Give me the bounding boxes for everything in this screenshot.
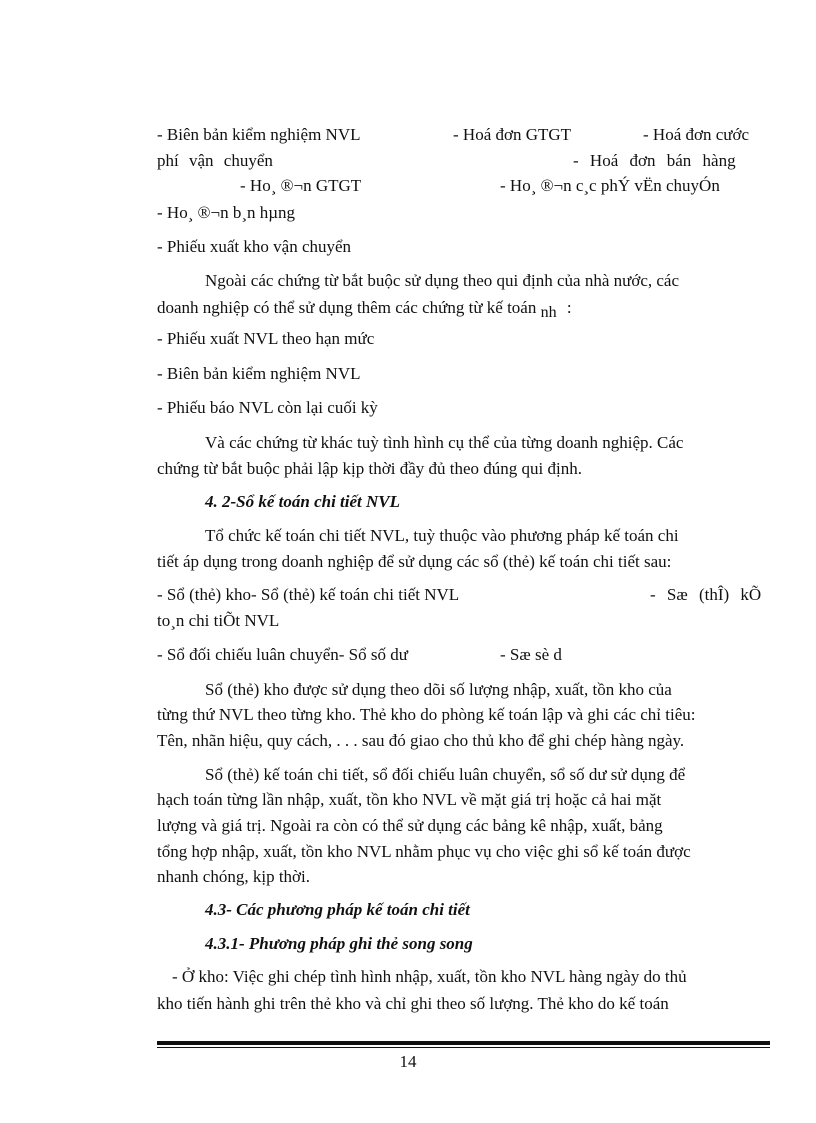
section-heading: 4. 2-Sổ kế toán chi tiết NVL: [205, 492, 401, 511]
text-line: - Ho¸ ®¬n b¸n hµng: [157, 203, 296, 222]
text-line: - Sổ đối chiếu luân chuyển- Sổ số dư: [157, 645, 408, 664]
text-line: - Sæ sè d: [500, 645, 562, 664]
paragraph-line: Tổ chức kế toán chi tiết NVL, tuỳ thuộc vào phương pháp kế toán chi: [205, 526, 679, 545]
paragraph-line: nhanh chóng, kịp thời.: [157, 867, 310, 886]
text-line: - Phiếu báo NVL còn lại cuối kỳ: [157, 398, 378, 417]
paragraph-line: tổng hợp nhập, xuất, tồn kho NVL nhằm phục vụ cho việc ghi sổ kế toán được: [157, 842, 691, 861]
text-line: phí vận chuyển: [157, 151, 273, 170]
subscript-text: nh: [540, 304, 557, 321]
paragraph-line: hạch toán từng lần nhập, xuất, tồn kho NVL về mặt giá trị hoặc cả hai mặt: [157, 790, 662, 809]
paragraph-line: từng thứ NVL theo từng kho. Thẻ kho do phòng kế toán lập và ghi các chỉ tiêu:: [157, 705, 696, 724]
footer-rule: [157, 1041, 770, 1045]
text-line: - Biên bản kiểm nghiệm NVL: [157, 125, 361, 144]
text-line: to¸n chi tiÕt NVL: [157, 611, 280, 630]
section-heading: 4.3.1- Phương pháp ghi thẻ song song: [205, 934, 473, 953]
text-line: - Hoá đơn cước: [643, 125, 750, 144]
text-line: - Sổ (thẻ) kho- Sổ (thẻ) kế toán chi tiết NVL: [157, 585, 460, 604]
text-line: - Sæ (thÎ) kÕ: [650, 585, 762, 604]
text-line: - Biên bản kiểm nghiệm NVL: [157, 364, 361, 383]
paragraph-line: - Ở kho: Việc ghi chép tình hình nhập, xuất, tồn kho NVL hàng ngày do thủ: [172, 967, 687, 986]
paragraph-line: chứng từ bắt buộc phải lập kịp thời đầy đủ theo đúng qui định.: [157, 459, 582, 478]
paragraph-line: [157, 298, 572, 319]
text-line: - Ho¸ ®¬n c¸c phÝ vËn chuyÓn: [500, 176, 720, 195]
paragraph-line: kho tiến hành ghi trên thẻ kho và chỉ ghi theo số lượng. Thẻ kho do kế toán: [157, 994, 669, 1013]
text-line: - Hoá đơn GTGT: [453, 125, 572, 144]
page-number: 14: [399, 1052, 417, 1071]
text-line: - Ho¸ ®¬n GTGT: [240, 176, 362, 195]
paragraph-line: tiết áp dụng trong doanh nghiệp để sử dụng các sổ (thẻ) kế toán chi tiết sau:: [157, 552, 672, 571]
text-line: - Phiếu xuất kho vận chuyển: [157, 237, 352, 256]
text-line: - Phiếu xuất NVL theo hạn mức: [157, 329, 375, 348]
colon-text: :: [566, 298, 572, 317]
section-heading: 4.3- Các phương pháp kế toán chi tiết: [205, 900, 470, 919]
paragraph-line: Và các chứng từ khác tuỳ tình hình cụ thể của từng doanh nghiệp. Các: [205, 433, 684, 452]
paragraph-text: doanh nghiệp có thể sử dụng thêm các chứng từ kế toán: [157, 298, 537, 317]
paragraph-line: Tên, nhãn hiệu, quy cách, . . . sau đó giao cho thủ kho để ghi chép hàng ngày.: [157, 731, 685, 750]
paragraph-line: Ngoài các chứng từ bắt buộc sử dụng theo qui định của nhà nước, các: [205, 271, 680, 290]
paragraph-line: lượng và giá trị. Ngoài ra còn có thể sử dụng các bảng kê nhập, xuất, bảng: [157, 816, 663, 835]
footer-rule-thin: [157, 1047, 770, 1048]
text-line: - Hoá đơn bán hàng: [573, 151, 736, 170]
paragraph-line: Sổ (thẻ) kho được sử dụng theo dõi số lượng nhập, xuất, tồn kho của: [205, 680, 672, 699]
paragraph-line: Sổ (thẻ) kế toán chi tiết, sổ đối chiếu luân chuyển, sổ số dư sử dụng để: [205, 765, 686, 784]
